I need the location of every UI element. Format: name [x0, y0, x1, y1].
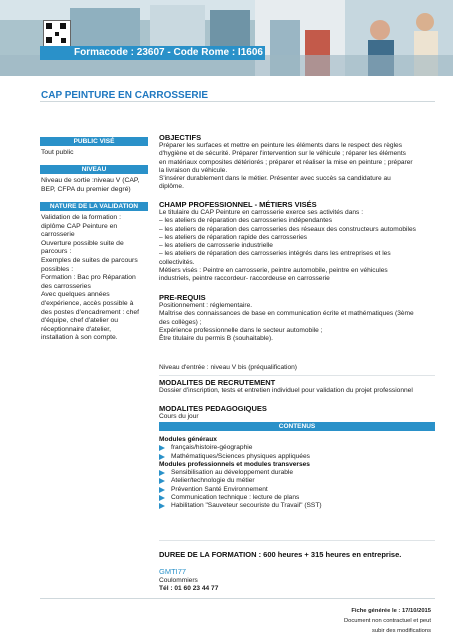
public-vise-box: [40, 137, 148, 158]
title-divider: [40, 101, 435, 102]
organisme-name: GMTI77: [159, 567, 187, 576]
generated-date: Fiche générée le : 17/10/2015: [351, 608, 431, 614]
list-item: Atelier/technologie du métier: [159, 477, 435, 485]
divider-duree: [159, 540, 435, 541]
arrow-bullet-icon: [159, 487, 165, 493]
modules-pro-title: Modules professionnels et modules transverses: [159, 460, 310, 468]
arrow-bullet-icon: [159, 454, 165, 460]
champ-text: Le titulaire du CAP Peinture en carrosserie exerce ses activités dans : – les ateliers de réparation des carrosseries indépendantes – les ateliers de réparation des carrosseries des réseaux des constructeurs automobiles – les ateliers de réparation rapide des carrosseries – les ateliers de carrosserie industrielle – les ateliers de réparation des carrosseries intégrés dans les entreprises et les collectivités. Métiers visés : Peintre en carrosserie, peintre automobile, peintre en véhicules industriels, peintre raccordeur- raccordeuse en carrosserie: [159, 209, 416, 283]
public-vise-heading: PUBLIC VISÉ: [40, 137, 148, 146]
header-photo-banner: [0, 0, 453, 76]
duree-formation: DUREE DE LA FORMATION : 600 heures + 315 heures en entreprise.: [159, 550, 402, 559]
recrutement-text: Dossier d'inscription, tests et entretien individuel pour validation du projet professionnel: [159, 387, 413, 394]
validation-box: [40, 202, 148, 343]
disclaimer-line-2: subir des modifications: [372, 628, 431, 634]
modules-list: [159, 436, 435, 511]
niveau-heading: NIVEAU: [40, 165, 148, 174]
recrutement-heading: MODALITES DE RECRUTEMENT: [159, 378, 276, 387]
footer: [344, 606, 431, 636]
list-item: Sensibilisation au développement durable: [159, 469, 435, 477]
disclaimer-line-1: Document non contractuel et peut: [343, 618, 431, 624]
arrow-bullet-icon: [159, 495, 165, 501]
arrow-bullet-icon: [159, 503, 165, 509]
champ-section: [159, 200, 435, 284]
list-item: Prévention Santé Environnement: [159, 486, 435, 494]
page-title: CAP PEINTURE EN CARROSSERIE: [41, 90, 209, 101]
pedago-section: [159, 404, 435, 421]
objectifs-heading: OBJECTIFS: [159, 133, 202, 142]
list-item: Communication technique : lecture de plans: [159, 494, 435, 502]
prerequis-text: Positionnement : réglementaire. Maîtrise des connaissances de base en communication écrite et mathématiques (3ème des collèges) ; Expérience professionnelle dans le secteur automobile ; Être titulaire du permis B (souhaitable).: [159, 302, 414, 343]
footer-divider: [40, 598, 435, 599]
objectifs-section: [159, 133, 435, 192]
prerequis-heading: PRE-REQUIS: [159, 293, 206, 302]
prerequis-section: [159, 293, 435, 343]
validation-text: Validation de la formation : diplôme CAP Peinture en carrosserie Ouverture possible suite de parcours : Exemples de suites de parcours possibles : Formation : Bac pro Réparation des carrosseries Avec quelques années d'expérience, accès possible à des postes d'encadrement : chef d'équipe, chef d'atelier ou réceptionnaire d'atelier, installation à son compte.: [41, 214, 140, 342]
contenus-heading: CONTENUS: [159, 422, 435, 431]
arrow-bullet-icon: [159, 445, 165, 451]
formacode-bar: Formacode : 23607 - Code Rome : I1606: [40, 46, 265, 60]
list-item: français/histoire-géographie: [159, 444, 435, 452]
list-item: Mathématiques/Sciences physiques appliquées: [159, 453, 435, 461]
public-vise-text: Tout public: [41, 149, 74, 156]
pedago-heading: MODALITES PEDAGOGIQUES: [159, 404, 267, 413]
list-item: Habilitation "Sauveteur secouriste du Travail" (SST): [159, 502, 435, 510]
organisme-phone: Tél : 01 60 23 44 77: [159, 585, 219, 592]
arrow-bullet-icon: [159, 478, 165, 484]
modules-generaux-title: Modules généraux: [159, 436, 217, 443]
niveau-entree: Niveau d'entrée : niveau V bis (préqualification): [159, 364, 297, 371]
niveau-text: Niveau de sortie :niveau V (CAP, BEP, CFPA du premier degré): [41, 177, 140, 193]
objectifs-text: Préparer les surfaces et mettre en peinture les éléments dans le respect des règles d'hygiène et de sécurité. Préparer l'intervention sur le véhicule ; réparer les éléments en matériaux composites détériorés ; préparer et réaliser la mise en peinture ; préparer la livraison du véhicule. S'insérer durablement dans le métier. Présenter avec succès sa candidature au diplôme.: [159, 142, 413, 191]
niveau-box: [40, 165, 148, 194]
pedago-text: Cours du jour: [159, 413, 199, 420]
arrow-bullet-icon: [159, 470, 165, 476]
validation-heading: NATURE DE LA VALIDATION: [40, 202, 148, 211]
qr-code: [43, 20, 71, 48]
organisme-city: Coulommiers: [159, 576, 198, 584]
divider-entree: [159, 375, 435, 376]
organisme-block: [159, 568, 359, 594]
recrutement-section: [159, 378, 435, 395]
champ-heading: CHAMP PROFESSIONNEL - MÉTIERS VISÉS: [159, 200, 317, 209]
